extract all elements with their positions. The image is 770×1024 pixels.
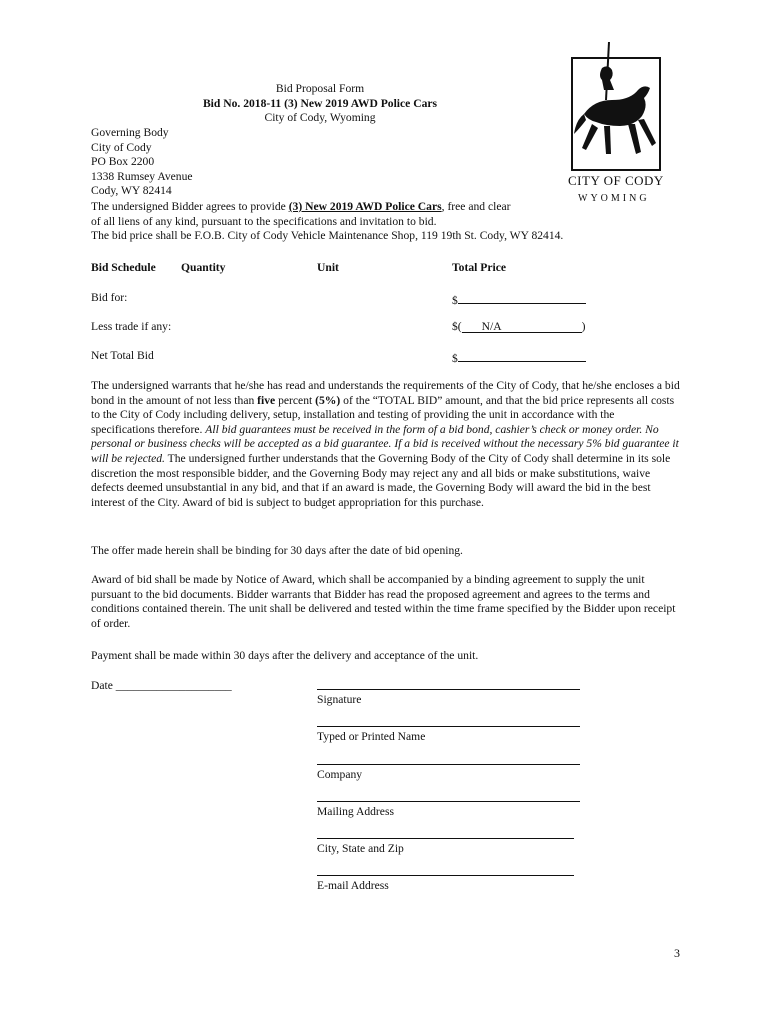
header-unit: Unit: [317, 261, 339, 274]
bid-for-field[interactable]: $: [452, 291, 586, 309]
intro-paragraph: [91, 200, 651, 244]
email-line[interactable]: [317, 875, 574, 876]
item-description: (3) New 2019 AWD Police Cars: [288, 200, 442, 213]
signature-line[interactable]: [317, 689, 580, 690]
city-state-zip-label: City, State and Zip: [317, 842, 404, 855]
city-state-zip-line[interactable]: [317, 838, 574, 839]
date-field[interactable]: Date ____________________: [91, 679, 232, 692]
address-line: Governing Body: [91, 126, 169, 139]
form-title: Bid Proposal Form: [275, 82, 365, 95]
bid-for-blank[interactable]: [458, 291, 586, 304]
trade-label: Less trade if any:: [91, 320, 172, 333]
bid-number-title: Bid No. 2018-11 (3) New 2019 AWD Police Cars: [202, 96, 438, 110]
logo-state-name: WYOMING: [578, 193, 650, 204]
trade-field[interactable]: $( N/A ): [452, 320, 586, 333]
net-total-blank[interactable]: [458, 349, 586, 362]
company-line[interactable]: [317, 764, 580, 765]
city-of-cody-logo: [566, 40, 666, 208]
offer-paragraph: The offer made herein shall be binding for 30 days after the date of bid opening.: [91, 544, 463, 557]
intro-line-2: of all liens of any kind, pursuant to the specifications and invitation to bid.: [91, 214, 437, 228]
header-quantity: Quantity: [181, 261, 226, 274]
warranty-paragraph: The undersigned warrants that he/she has read and understands the requirements of the City of Cody, that he/she encloses a bid bond in the amount of not less than five percent (5%) of the “TOTAL BID” amount, and that the bid price represents all costs to the City of Cody including delivery, setup, installation and testing of providing the unit in accordance with the specifications therefore. All bid guarantees must be received in the form of a bid bond, cashier’s check or money order. No personal or business checks will be accepted as a bid guarantee. If a bid is received without the necessary 5% bid guarantee it will be rejected. The undersigned further understands that the Governing Body of the City of Cody shall determine in its sole discretion the most responsible bidder, and the Governing Body may reject any and all bids or make substitutions, waive defects deemed unsubstantial in any bid, and that if an award is made, the Governing Body will award the bid in the best interest of the City. Award of bid is subject to budget appropriation for this purchase.: [91, 379, 680, 509]
trade-value: N/A: [481, 320, 502, 333]
printed-name-label: Typed or Printed Name: [317, 730, 426, 743]
payment-paragraph: Payment shall be made within 30 days after the delivery and acceptance of the unit.: [91, 649, 479, 662]
mailing-address-line[interactable]: [317, 801, 580, 802]
intro-line-1: The undersigned Bidder agrees to provide (3) New 2019 AWD Police Cars, free and clear: [91, 200, 511, 213]
bid-guarantee-notice: All bid guarantees must be received in the form of a bid bond, cashier’s check or money order. No personal or business checks will be accepted as a bid guarantee. If a bid is received without the necessary 5% bid guarantee it will be rejected.: [91, 422, 679, 465]
intro-line-3: The bid price shall be F.O.B. City of Cody Vehicle Maintenance Shop, 119 19th St. Cody, WY 82414.: [91, 229, 564, 243]
mailing-address-label: Mailing Address: [317, 805, 394, 818]
address-line: 1338 Rumsey Avenue: [91, 169, 193, 183]
city-title: City of Cody, Wyoming: [264, 111, 376, 125]
net-total-label: Net Total Bid: [91, 349, 154, 362]
signature-label: Signature: [317, 693, 362, 706]
email-label: E-mail Address: [317, 879, 389, 892]
award-paragraph: Award of bid shall be made by Notice of Award, which shall be accompanied by a binding agreement to supply the unit pursuant to the bid documents. Bidder warrants that Bidder has read the proposed agreement and agrees to the terms and conditions contained therein. The unit shall be delivered and tested within the time frame specified by the Bidder upon receipt of order.: [91, 573, 676, 630]
page-number: 3: [674, 946, 680, 960]
title-block: [130, 82, 510, 126]
address-line: Cody, WY 82414: [91, 184, 172, 198]
address-line: City of Cody: [91, 140, 152, 154]
net-total-field[interactable]: $: [452, 349, 586, 367]
header-bid-schedule: Bid Schedule: [91, 261, 156, 274]
printed-name-line[interactable]: [317, 726, 580, 727]
bid-for-label: Bid for:: [91, 291, 128, 304]
header-total-price: Total Price: [452, 261, 506, 274]
address-line: PO Box 2200: [91, 155, 155, 169]
address-block: [91, 126, 391, 199]
company-label: Company: [317, 768, 363, 781]
logo-city-name: CITY OF CODY: [568, 173, 664, 188]
